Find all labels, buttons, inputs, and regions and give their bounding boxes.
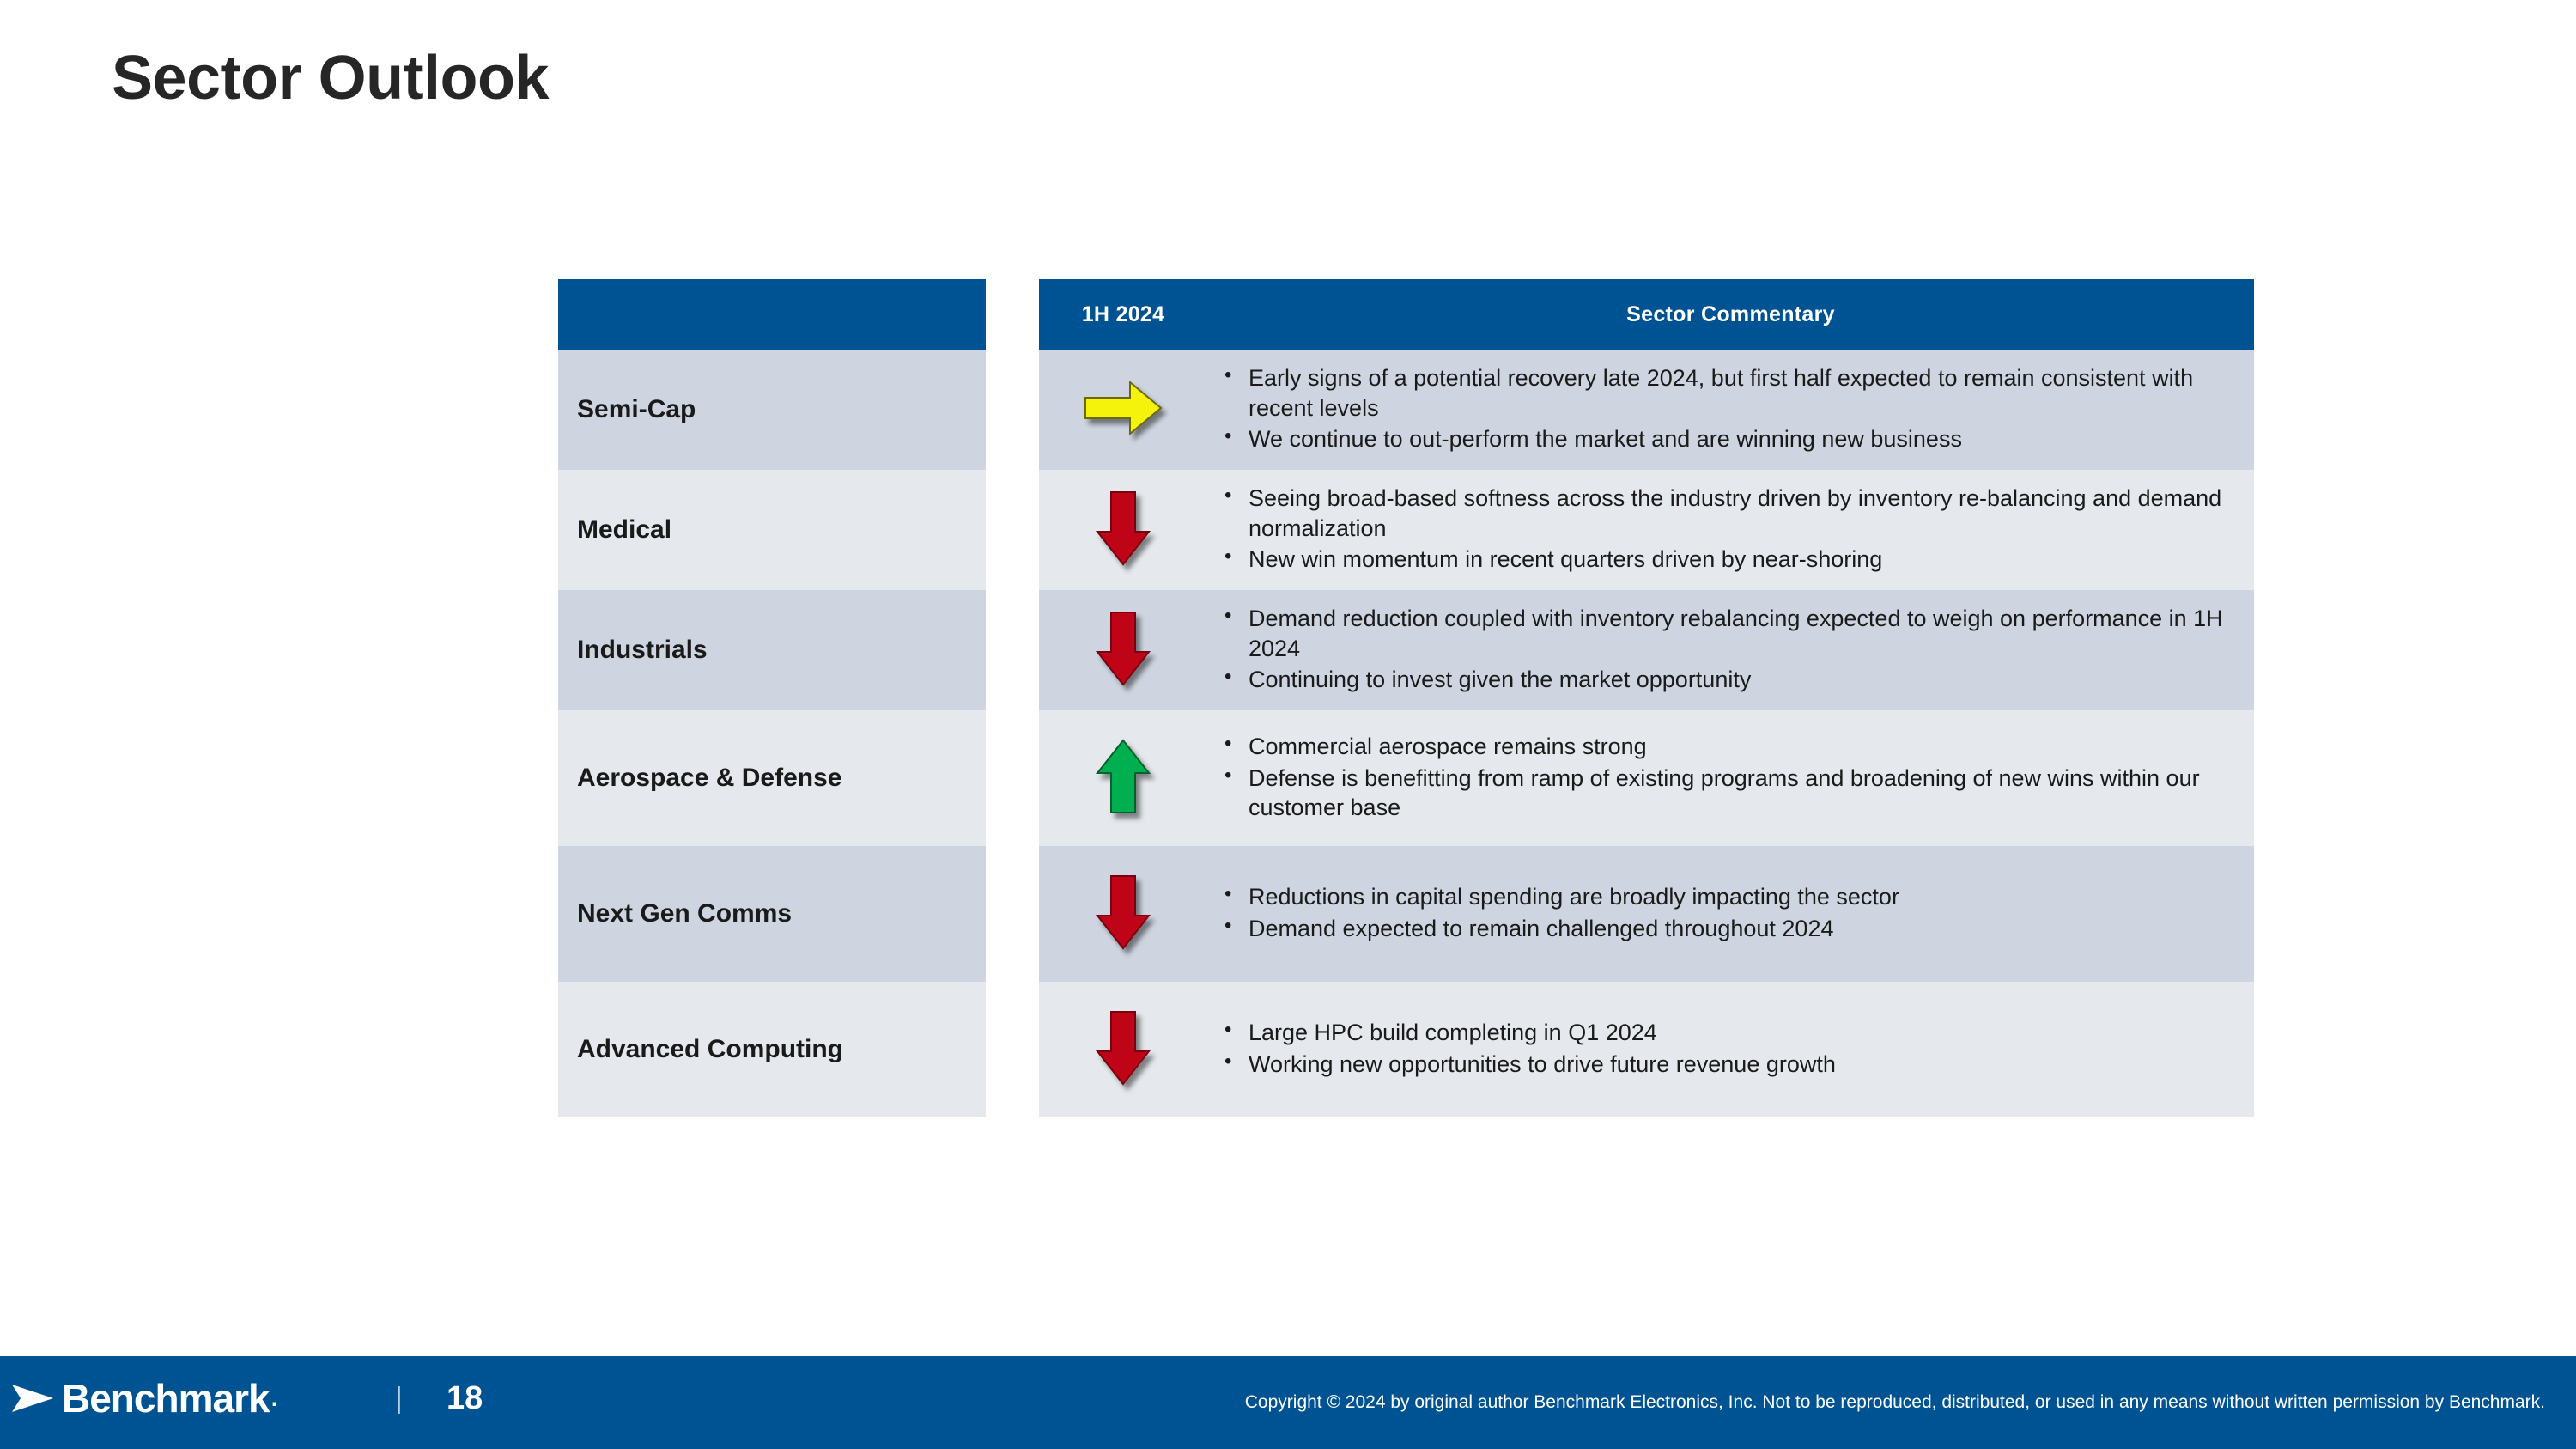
- bullet-item: • Large HPC build completing in Q1 2024: [1219, 1018, 2233, 1048]
- bullet-item: • Reductions in capital spending are broadly impacting the sector: [1219, 882, 2233, 912]
- commentary-cell: [1207, 710, 2254, 846]
- logo-dot: .: [270, 1384, 278, 1412]
- bullet-item: • New win momentum in recent quarters driven by near-shoring: [1219, 545, 2233, 575]
- trend-cell: [1039, 590, 1207, 710]
- trend-cell: [1039, 470, 1207, 590]
- commentary-cell: [1207, 590, 2254, 710]
- sector-outlook-table: [558, 279, 2254, 1117]
- up-arrow-green-icon: [1092, 735, 1154, 818]
- flat-arrow-right-yellow-icon: [1082, 377, 1164, 439]
- trend-cell: [1039, 846, 1207, 982]
- sector-label: Advanced Computing: [558, 982, 986, 1117]
- commentary-cell: [1207, 846, 2254, 982]
- table-row: [558, 710, 2254, 846]
- trend-cell: [1039, 710, 1207, 846]
- row-spacer: [986, 982, 1039, 1117]
- sector-label: Industrials: [558, 590, 986, 710]
- down-arrow-red-icon: [1092, 607, 1154, 690]
- row-spacer: [986, 590, 1039, 710]
- sector-label: Next Gen Comms: [558, 846, 986, 982]
- trend-cell: [1039, 350, 1207, 470]
- table-row: [558, 470, 2254, 590]
- sector-label: Medical: [558, 470, 986, 590]
- commentary-cell: [1207, 470, 2254, 590]
- down-arrow-red-icon: [1092, 871, 1154, 953]
- footer-divider: |: [395, 1382, 403, 1415]
- logo-wordmark: Benchmark: [62, 1376, 270, 1421]
- table-row: [558, 982, 2254, 1117]
- table-header-row: [558, 279, 2254, 350]
- bullet-item: • Working new opportunities to drive future revenue growth: [1219, 1050, 2233, 1080]
- page-title: Sector Outlook: [112, 44, 550, 113]
- down-arrow-red-icon: [1092, 1007, 1154, 1089]
- row-spacer: [986, 846, 1039, 982]
- bullet-item: • Demand expected to remain challenged throughout 2024: [1219, 914, 2233, 944]
- trend-cell: [1039, 982, 1207, 1117]
- bullet-item: • Demand reduction coupled with inventory rebalancing expected to weigh on performance in 1H 2024: [1219, 604, 2233, 663]
- bullet-item: • Early signs of a potential recovery late 2024, but first half expected to remain consistent with recent levels: [1219, 363, 2233, 423]
- row-spacer: [986, 350, 1039, 470]
- bullet-item: • Seeing broad-based softness across the industry driven by inventory re-balancing and demand normalization: [1219, 484, 2233, 543]
- bullet-item: • Continuing to invest given the market opportunity: [1219, 665, 2233, 695]
- copyright-text: Copyright © 2024 by original author Benchmark Electronics, Inc. Not to be reproduced, distributed, or used in any means without written permission by Benchmark.: [1244, 1392, 2545, 1412]
- bullet-item: • We continue to out-perform the market and are winning new business: [1219, 424, 2233, 454]
- row-spacer: [986, 470, 1039, 590]
- header-commentary: Sector Commentary: [1207, 279, 2254, 350]
- commentary-cell: [1207, 350, 2254, 470]
- sector-label: Aerospace & Defense: [558, 710, 986, 846]
- table-row: [558, 590, 2254, 710]
- page-number: 18: [447, 1380, 483, 1416]
- table-row: [558, 350, 2254, 470]
- header-trend: 1H 2024: [1039, 279, 1207, 350]
- bullet-item: • Defense is benefitting from ramp of existing programs and broadening of new wins within our customer base: [1219, 764, 2233, 823]
- down-arrow-red-icon: [1092, 487, 1154, 569]
- benchmark-logo: [9, 1376, 278, 1421]
- header-sector: [558, 279, 986, 350]
- slide-footer: [0, 1356, 2576, 1449]
- table-row: [558, 846, 2254, 982]
- row-spacer: [986, 710, 1039, 846]
- bullet-item: • Commercial aerospace remains strong: [1219, 732, 2233, 762]
- sector-label: Semi-Cap: [558, 350, 986, 470]
- play-triangle-icon: [9, 1379, 57, 1417]
- header-spacer: [986, 279, 1039, 350]
- commentary-cell: [1207, 982, 2254, 1117]
